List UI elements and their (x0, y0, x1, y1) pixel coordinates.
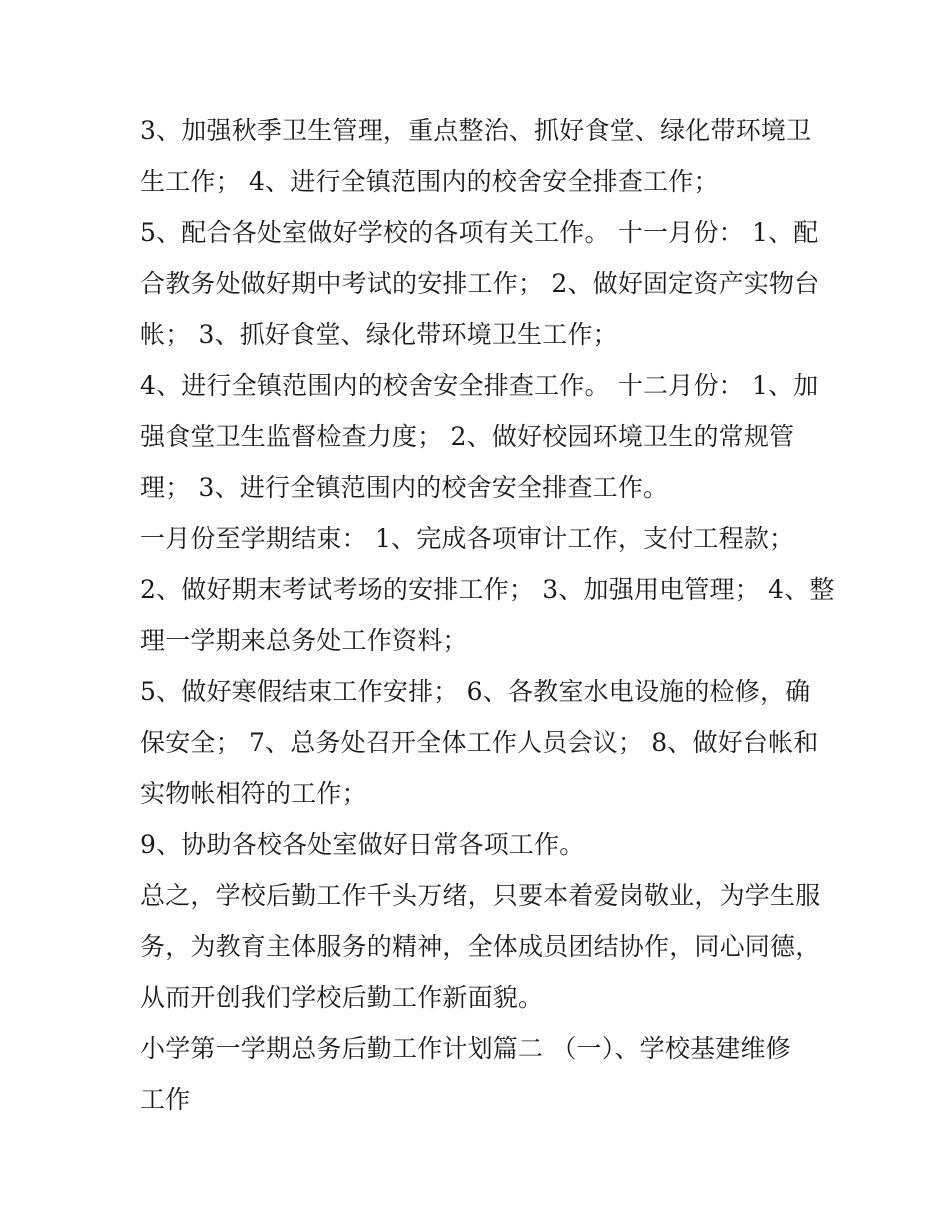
text-line: 合教务处做好期中考试的安排工作； 2、做好固定资产实物台 (140, 269, 820, 298)
text-line: 理； 3、进行全镇范围内的校舍安全排查工作。 (140, 473, 669, 502)
text-line: 务，为教育主体服务的精神，全体成员团结协作，同心同德， (140, 932, 821, 961)
text-line: 9、协助各校各处室做好日常各项工作。 (140, 830, 585, 859)
text-line: 保安全； 7、总务处召开全体工作人员会议； 8、做好台帐和 (140, 728, 819, 757)
text-line: 从而开创我们学校后勤工作新面貌。 (140, 983, 544, 1012)
text-line: 5、做好寒假结束工作安排； 6、各教室水电设施的检修，确 (140, 677, 811, 706)
text-line: 4、进行全镇范围内的校舍安全排查工作。 十二月份： 1、加 (140, 371, 819, 400)
text-line: 实物帐相符的工作； (140, 779, 367, 808)
text-line: 2、做好期末考试考场的安排工作； 3、加强用电管理； 4、整 (140, 575, 835, 604)
section-heading-line: 工作 (140, 1085, 191, 1114)
text-line: 帐； 3、抓好食堂、绿化带环境卫生工作； (140, 320, 618, 349)
text-line: 一月份至学期结束： 1、完成各项审计工作，支付工程款； (140, 524, 795, 553)
text-line: 生工作； 4、进行全镇范围内的校舍安全排查工作； (140, 167, 719, 196)
document-body (140, 105, 835, 1125)
text-line: 3、加强秋季卫生管理，重点整治、抓好食堂、绿化带环境卫 (140, 116, 812, 145)
text-line: 理一学期来总务处工作资料； (140, 626, 468, 655)
text-line: 强食堂卫生监督检查力度； 2、做好校园环境卫生的常规管 (140, 422, 795, 451)
section-heading-line: 小学第一学期总务后勤工作计划篇二 （一）、学校基建维修 (140, 1034, 791, 1063)
text-line: 总之，学校后勤工作千头万绪，只要本着爱岗敬业，为学生服 (140, 881, 821, 910)
text-line: 5、配合各处室做好学校的各项有关工作。 十一月份： 1、配 (140, 218, 819, 247)
